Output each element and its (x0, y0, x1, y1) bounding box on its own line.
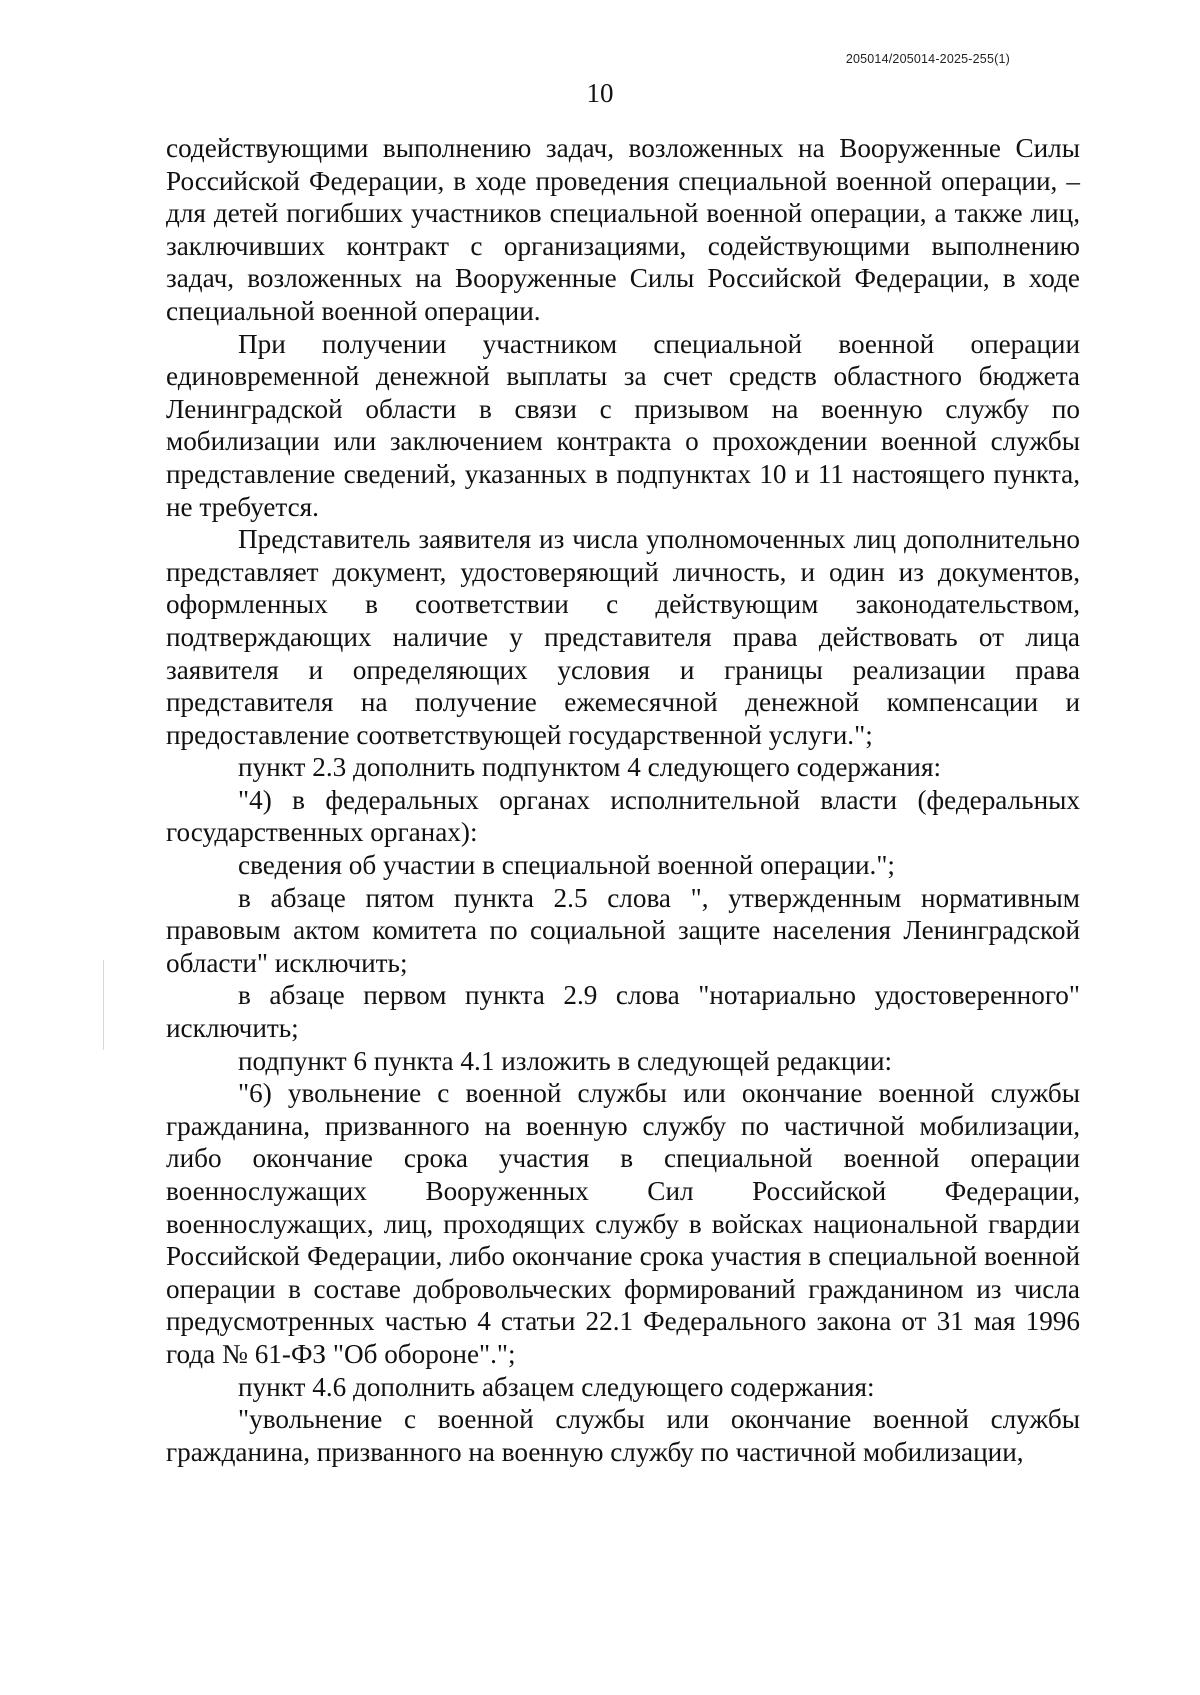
paragraph-item-4-1: подпункт 6 пункта 4.1 изложить в следующей редакции: (238, 1045, 893, 1076)
paragraph-lump-sum: При получении участником специальной военной операции единовременной денежной выплаты за счет средств областного бюджета Ленинградской области в связи с призывом на военную службу по мобилизации или заключением контракта о прохождении военной службы представление сведений, указанных в подпунктах 10 и 11 настоящего пункта, не требуется. (166, 328, 1080, 522)
paragraph-subitem-6: "6) увольнение с военной службы или окончание военной службы гражданина, призванного на военную службу по частичной мобилизации, либо окончание срока участия в специальной военной операции военнослужащих Вооруженных Сил Российской Федерации, военнослужащих, лиц, проходящих службу в войсках национальной гвардии Российской Федерации, либо окончание срока участия в специальной военной операции в составе добровольческих формирований гражданином из числа предусмотренных частью 4 статьи 22.1 Федерального закона от 31 мая 1996 года № 61-ФЗ "Об обороне"."; (166, 1078, 1080, 1369)
paragraph-item-2-9: в абзаце первом пункта 2.9 слова "нотариально удостоверенного" исключить; (166, 980, 1080, 1044)
paragraph-svo-info: сведения об участии в специальной военной операции."; (238, 850, 895, 881)
paragraph-item-4-6: пункт 4.6 дополнить абзацем следующего содержания: (238, 1371, 875, 1402)
document-id: 205014/205014-2025-255(1) (845, 52, 1010, 66)
scan-fold-mark (103, 960, 104, 1050)
document-body (166, 132, 1080, 1468)
paragraph-item-2-5: в абзаце пятом пункта 2.5 слова ", утвержденным нормативным правовым актом комитета по социальной защите населения Ленинградской области" исключить; (166, 882, 1080, 978)
paragraph-item-2-3: пункт 2.3 дополнить подпунктом 4 следующего содержания: (238, 752, 942, 783)
paragraph-continuation: содействующими выполнению задач, возложенных на Вооруженные Силы Российской Федерации, в ходе проведения специальной военной операции, – для детей погибших участников специальной военной операции, а также лиц, заключивших контракт с организациями, содействующими выполнению задач, возложенных на Вооруженные Силы Российской Федерации, в ходе специальной военной операции. (166, 133, 1080, 326)
paragraph-dismissal: "увольнение с военной службы или окончание военной службы гражданина, призванного на военную службу по частичной мобилизации, (166, 1404, 1080, 1467)
page-number: 10 (586, 78, 614, 108)
paragraph-representative: Представитель заявителя из числа уполномоченных лиц дополнительно представляет документ, удостоверяющий личность, и один из документов, оформленных в соответствии с действующим законодательством, подтверждающих наличие у представителя права действовать от лица заявителя и определяющих условия и границы реализации права представителя на получение ежемесячной денежной компенсации и предоставление соответствующей государственной услуги."; (166, 524, 1080, 750)
paragraph-subitem-4: "4) в федеральных органах исполнительной власти (федеральных государственных органах): (166, 784, 1080, 848)
